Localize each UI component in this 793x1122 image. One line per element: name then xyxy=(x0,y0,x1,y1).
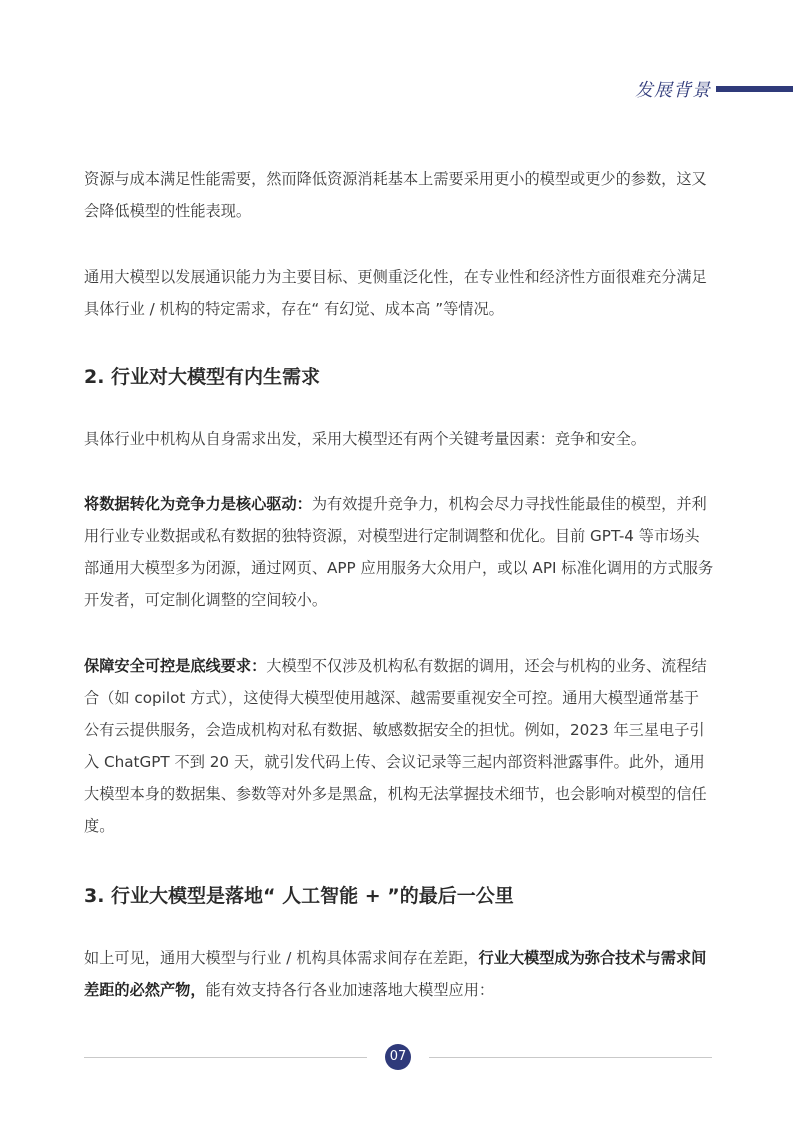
footer-divider-left xyxy=(84,1057,367,1058)
paragraph-3: 具体行业中机构从自身需求出发，采用大模型还有两个关键考量因素：竞争和安全。 xyxy=(84,430,646,448)
heading-2: 2. 行业对大模型有内生需求 xyxy=(84,366,321,388)
paragraph-5-body: 大模型不仅涉及机构私有数据的调用，还会与机构的业务、流程结合（如 copilot 方式），这使得大模型使用越深、越需要重视安全可控。通用大模型通常基于公有云提供服务，会造成机构对私有数据、敏感数据安全的担忧。例如，2023 年三星电子引入 ChatGPT 不到 20 天，就引发代码上传、会议记录等三起内部资料泄露事件。此外，通用大模型本身的数据集、参数等对外多是黑盒，机构无法掌握技术细节，也会影响对模型的信任度。 xyxy=(84,657,707,835)
paragraph-5-lead: 保障安全可控是底线要求： xyxy=(84,657,267,675)
header-accent-bar xyxy=(716,86,793,92)
paragraph-6-intro: 如上可见，通用大模型与行业 / 机构具体需求间存在差距， xyxy=(84,949,479,967)
page-number: 07 xyxy=(385,1044,411,1070)
paragraph-6-emphasis: 行业大模型成为弥合技术与需求间差距的必然产物， xyxy=(84,949,707,999)
paragraph-6-outro: 能有效支持各行各业加速落地大模型应用： xyxy=(205,981,495,999)
paragraph-1: 资源与成本满足性能需要，然而降低资源消耗基本上需要采用更小的模型或更少的参数，这又会降低模型的性能表现。 xyxy=(84,170,707,220)
paragraph-2: 通用大模型以发展通识能力为主要目标、更侧重泛化性，在专业性和经济性方面很难充分满足具体行业 / 机构的特定需求，存在“ 有幻觉、成本高 ”等情况。 xyxy=(84,268,707,318)
paragraph-4-lead: 将数据转化为竞争力是核心驱动： xyxy=(84,495,312,513)
paragraph-5 xyxy=(84,650,714,842)
section-title: 发展背景 xyxy=(635,80,711,101)
paragraph-6 xyxy=(84,942,714,1006)
paragraph-4 xyxy=(84,488,714,616)
footer-divider-right xyxy=(429,1057,712,1058)
paragraph-4-body: 为有效提升竞争力，机构会尽力寻找性能最佳的模型，并利用行业专业数据或私有数据的独特资源，对模型进行定制调整和优化。目前 GPT-4 等市场头部通用大模型多为闭源，通过网页、APP 应用服务大众用户，或以 API 标准化调用的方式服务开发者，可定制化调整的空间较小。 xyxy=(84,495,714,609)
heading-3: 3. 行业大模型是落地“ 人工智能 + ”的最后一公里 xyxy=(84,885,514,907)
